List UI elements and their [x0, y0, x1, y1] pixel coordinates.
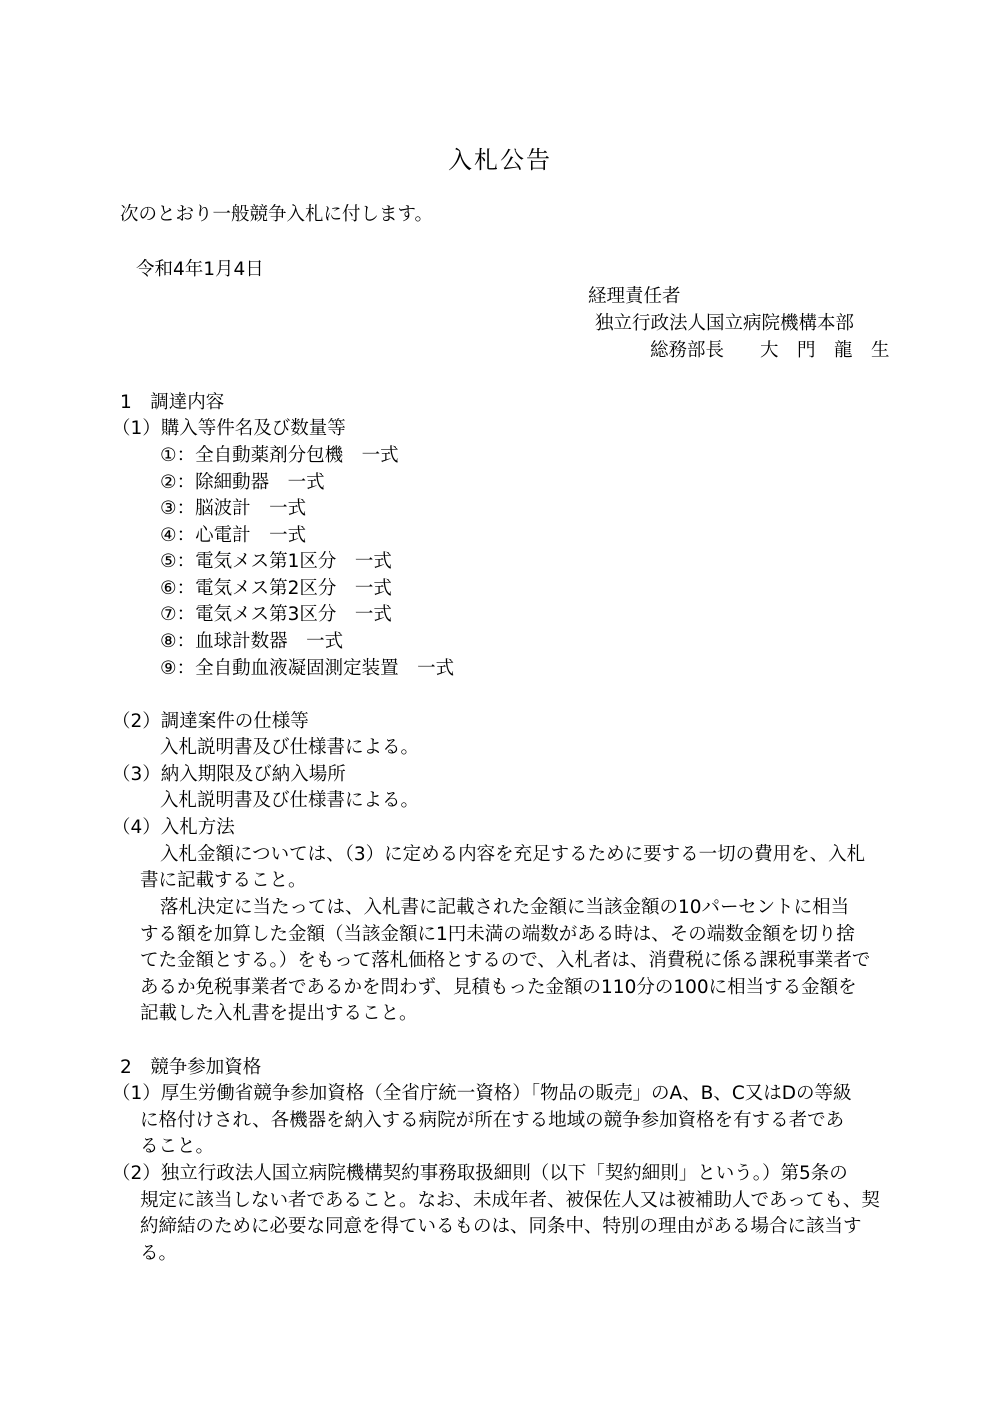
paragraph-line: 記載した入札書を提出すること。 [140, 1003, 418, 1024]
section1-sub4-heading: （4）入札方法 [112, 817, 235, 838]
paragraph-line: る。 [140, 1243, 178, 1264]
paragraph-line: する額を加算した金額（当該金額に1円未満の端数がある時は、その端数金額を切り捨 [140, 924, 855, 945]
issuer-organization: 独立行政法人国立病院機構本部 [595, 313, 855, 334]
paragraph-line: ること。 [140, 1136, 215, 1157]
paragraph-line: 規定に該当しない者であること。なお、未成年者、被保佐人又は被補助人であっても、契 [140, 1190, 880, 1211]
paragraph-line: 入札金額については、（3）に定める内容を充足するために要する一切の費用を、入札 [160, 844, 866, 865]
list-item: ⑤：電気メス第1区分 一式 [160, 551, 392, 572]
issuer-name: 大 門 龍 生 [760, 340, 890, 361]
section1-sub1-heading: （1）購入等件名及び数量等 [112, 418, 346, 439]
issuer-position: 総務部長 [650, 340, 725, 361]
paragraph-line: （2）独立行政法人国立病院機構契約事務取扱細則（以下「契約細則」という。）第5条の [112, 1163, 848, 1184]
list-item: ⑦：電気メス第3区分 一式 [160, 604, 392, 625]
list-item: ⑧：血球計数器 一式 [160, 631, 344, 652]
section1-sub3-text: 入札説明書及び仕様書による。 [160, 790, 420, 811]
list-item: ⑨：全自動血液凝固測定装置 一式 [160, 658, 455, 679]
notice-date: 令和4年1月4日 [136, 259, 264, 280]
section2-heading: 2 競争参加資格 [120, 1057, 262, 1078]
list-item: ①：全自動薬剤分包機 一式 [160, 445, 399, 466]
section1-sub2-text: 入札説明書及び仕様書による。 [160, 737, 420, 758]
intro-text: 次のとおり一般競争入札に付します。 [120, 204, 434, 225]
list-item: ②：除細動器 一式 [160, 472, 325, 493]
list-item: ⑥：電気メス第2区分 一式 [160, 578, 392, 599]
paragraph-line: てた金額とする。）をもって落札価格とするので、入札者は、消費税に係る課税事業者で [140, 950, 871, 971]
list-item: ③：脳波計 一式 [160, 498, 307, 519]
section1-heading: 1 調達内容 [120, 392, 225, 413]
paragraph-line: 落札決定に当たっては、入札書に記載された金額に当該金額の10パーセントに相当 [160, 897, 850, 918]
section1-sub3-heading: （3）納入期限及び納入場所 [112, 764, 346, 785]
paragraph-line: に格付けされ、各機器を納入する病院が所在する地域の競争参加資格を有する者であ [140, 1110, 845, 1131]
list-item: ④：心電計 一式 [160, 525, 307, 546]
document-title: 入札公告 [448, 146, 552, 174]
issuer-role: 経理責任者 [588, 286, 681, 307]
paragraph-line: 書に記載すること。 [140, 870, 307, 891]
paragraph-line: あるか免税事業者であるかを問わず、見積もった金額の110分の100に相当する金額を [140, 977, 857, 998]
section1-sub2-heading: （2）調達案件の仕様等 [112, 711, 309, 732]
paragraph-line: （1）厚生労働省競争参加資格（全省庁統一資格）「物品の販売」のA、B、C又はDの等級 [112, 1083, 852, 1104]
paragraph-line: 約締結のために必要な同意を得ているものは、同条中、特別の理由がある場合に該当す [140, 1216, 862, 1237]
